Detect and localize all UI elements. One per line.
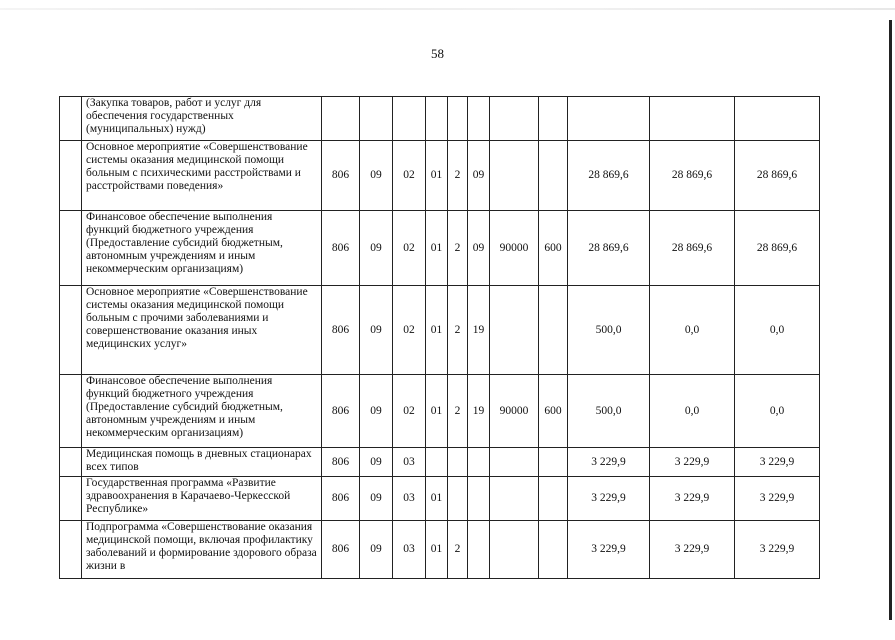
row-name: Подпрограмма «Совершенствование оказания медицинской помощи, включая профилактику заболеваний и формирование здорового образа жизни в [82,521,322,579]
table-row [60,97,820,141]
cell-expense-type: 600 [539,211,568,286]
cell-ministry: 806 [322,477,360,521]
cell-subsection: 02 [393,141,426,211]
cell-amount-3: 28 869,6 [735,211,820,286]
cell-amount-2: 3 229,9 [650,521,735,579]
row-name: Финансовое обеспечение выполнения функций бюджетного учреждения (Предоставление субсидий бюджетным, автономным учреждениям и иным некоммерческим организациям) [82,211,322,286]
cell-amount-3: 28 869,6 [735,141,820,211]
cell-event [468,448,490,477]
cell-expense-type [539,97,568,141]
cell-subsection: 03 [393,448,426,477]
row-name: Медицинская помощь в дневных стационарах всех типов [82,448,322,477]
cell-program: 01 [426,211,448,286]
cell-subprogram: 2 [448,521,468,579]
table-row [60,141,820,211]
blank-cell [60,286,82,375]
row-name: Государственная программа «Развитие здравоохранения в Карачаево-Черкесской Республике» [82,477,322,521]
cell-program: 01 [426,286,448,375]
cell-program: 01 [426,521,448,579]
cell-amount-3: 0,0 [735,375,820,448]
cell-amount-2: 3 229,9 [650,477,735,521]
cell-amount-3: 3 229,9 [735,521,820,579]
cell-section: 09 [360,375,393,448]
row-name: Основное мероприятие «Совершенствование системы оказания медицинской помощи больным с прочими заболеваниями и совершенствование оказания иных медицинских услуг» [82,286,322,375]
cell-subprogram: 2 [448,141,468,211]
cell-section: 09 [360,477,393,521]
cell-amount-3 [735,97,820,141]
cell-amount-1: 500,0 [568,375,650,448]
cell-ministry: 806 [322,141,360,211]
cell-ministry: 806 [322,375,360,448]
cell-subsection: 02 [393,211,426,286]
cell-section: 09 [360,448,393,477]
cell-amount-3: 0,0 [735,286,820,375]
cell-subsection [393,97,426,141]
row-name: Финансовое обеспечение выполнения функций бюджетного учреждения (Предоставление субсидий бюджетным, автономным учреждениям и иным некоммерческим организациям) [82,375,322,448]
cell-program: 01 [426,477,448,521]
cell-program: 01 [426,141,448,211]
cell-amount-1: 28 869,6 [568,141,650,211]
scan-edge-right [889,20,892,620]
cell-expense-type [539,141,568,211]
cell-section: 09 [360,521,393,579]
cell-direction: 90000 [490,375,539,448]
page-number: 58 [431,46,444,61]
cell-section: 09 [360,141,393,211]
cell-program [426,448,448,477]
cell-subprogram: 2 [448,286,468,375]
cell-ministry: 806 [322,521,360,579]
cell-section: 09 [360,211,393,286]
table-row [60,211,820,286]
cell-amount-1: 3 229,9 [568,448,650,477]
cell-amount-2: 0,0 [650,286,735,375]
cell-amount-1 [568,97,650,141]
cell-section [360,97,393,141]
table-row [60,448,820,477]
cell-amount-1: 3 229,9 [568,521,650,579]
cell-amount-2: 3 229,9 [650,448,735,477]
cell-ministry: 806 [322,448,360,477]
cell-event: 09 [468,211,490,286]
cell-event: 19 [468,286,490,375]
cell-subsection: 02 [393,286,426,375]
cell-subprogram: 2 [448,211,468,286]
cell-subprogram [448,97,468,141]
cell-ministry: 806 [322,211,360,286]
cell-amount-2: 28 869,6 [650,141,735,211]
cell-amount-2 [650,97,735,141]
blank-cell [60,141,82,211]
table-row [60,286,820,375]
blank-cell [60,521,82,579]
cell-amount-3: 3 229,9 [735,477,820,521]
scan-edge-top [0,8,895,10]
blank-cell [60,448,82,477]
cell-program [426,97,448,141]
cell-direction: 90000 [490,211,539,286]
table-row [60,521,820,579]
cell-direction [490,286,539,375]
blank-cell [60,211,82,286]
cell-ministry [322,97,360,141]
cell-subsection: 02 [393,375,426,448]
cell-event [468,521,490,579]
cell-amount-1: 28 869,6 [568,211,650,286]
cell-subprogram [448,477,468,521]
cell-direction [490,521,539,579]
table-row [60,477,820,521]
cell-direction [490,448,539,477]
cell-amount-2: 28 869,6 [650,211,735,286]
cell-direction [490,141,539,211]
cell-direction [490,97,539,141]
cell-expense-type [539,477,568,521]
cell-amount-2: 0,0 [650,375,735,448]
table-row [60,375,820,448]
cell-amount-1: 500,0 [568,286,650,375]
cell-program: 01 [426,375,448,448]
cell-event: 09 [468,141,490,211]
cell-subsection: 03 [393,521,426,579]
blank-cell [60,375,82,448]
cell-subprogram [448,448,468,477]
cell-amount-1: 3 229,9 [568,477,650,521]
cell-ministry: 806 [322,286,360,375]
cell-event: 19 [468,375,490,448]
budget-table [59,96,820,579]
cell-subsection: 03 [393,477,426,521]
cell-expense-type: 600 [539,375,568,448]
blank-cell [60,477,82,521]
cell-direction [490,477,539,521]
cell-event [468,477,490,521]
cell-expense-type [539,286,568,375]
cell-section: 09 [360,286,393,375]
row-name: Основное мероприятие «Совершенствование системы оказания медицинской помощи больным с психическими расстройствами и расстройствами поведения» [82,141,322,211]
row-name: (Закупка товаров, работ и услуг для обеспечения государственных (муниципальных) нужд) [82,97,322,141]
cell-expense-type [539,448,568,477]
cell-expense-type [539,521,568,579]
blank-cell [60,97,82,141]
table-body [60,97,820,579]
cell-event [468,97,490,141]
cell-subprogram: 2 [448,375,468,448]
cell-amount-3: 3 229,9 [735,448,820,477]
